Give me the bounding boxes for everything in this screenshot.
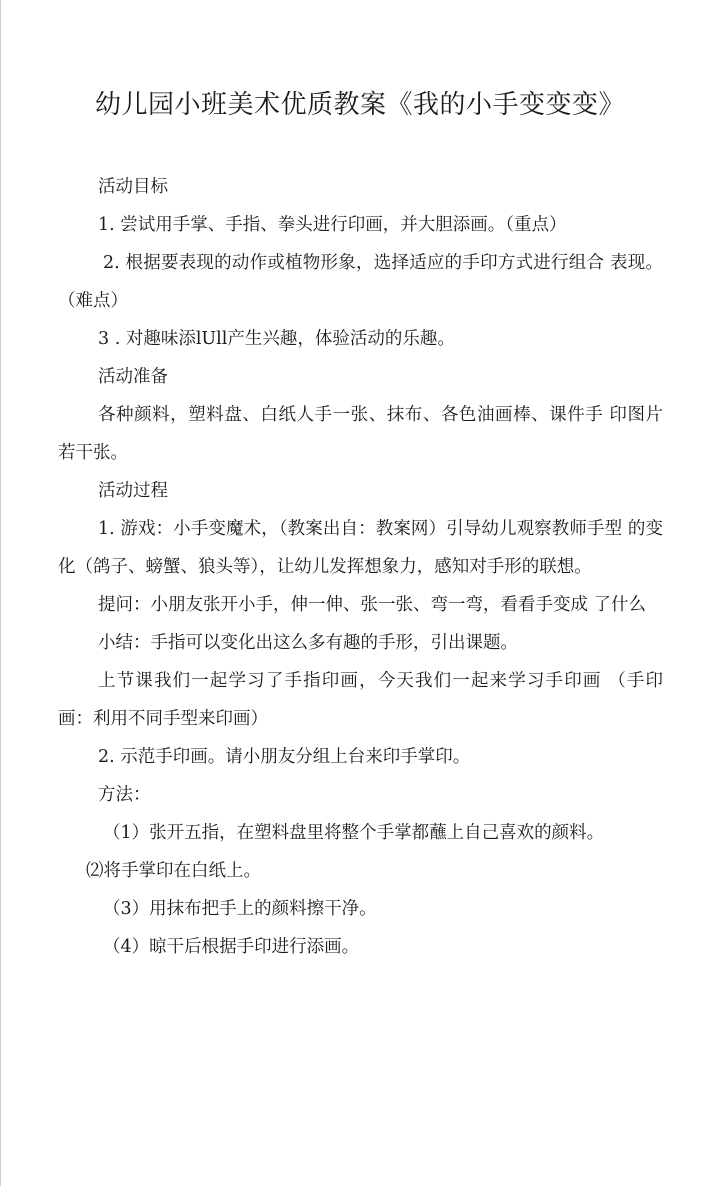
question-text: 提问：小朋友张开小手，伸一伸、张一张、弯一弯，看看手变成 了什么 — [98, 595, 647, 615]
prep-materials: 各种颜料，塑料盘、白纸人手一张、抹布、各色油画棒、课件手 印图片若干张。 — [58, 405, 663, 463]
heading-activity-prep: 活动准备 — [98, 367, 168, 387]
method-item-3: （3）用抹布把手上的颜料擦干净。 — [103, 899, 377, 919]
process-step-1: 1. 游戏：小手变魔术，（教案出自：教案网）引导幼儿观察教师手型 的变化（鸽子、螃蟹、狼头等），让幼儿发挥想象力，感知对手形的联想。 — [58, 519, 663, 577]
intro-text: 上节课我们一起学习了手指印画，今天我们一起来学习手印画 （手印画：利用不同手型来印画） — [58, 671, 663, 729]
method-item-2: ⑵将手掌印在白纸上。 — [86, 861, 261, 881]
document-title: 幼儿园小班美术优质教案《我的小手变变变》 — [94, 90, 625, 120]
heading-activity-goals: 活动目标 — [98, 177, 168, 197]
summary-text: 小结：手指可以变化出这么多有趣的手形，引出课题。 — [98, 633, 518, 653]
method-item-1: （1）张开五指，在塑料盘里将整个手掌都蘸上自己喜欢的颜料。 — [103, 823, 605, 843]
document-body — [58, 168, 663, 966]
process-step-2: 2. 示范手印画。请小朋友分组上台来印手掌印。 — [98, 747, 471, 767]
heading-method: 方法： — [98, 785, 151, 805]
page-edge — [0, 0, 1, 1186]
method-item-4: （4）晾干后根据手印进行添画。 — [103, 937, 360, 957]
goal-item-3: 3 . 对趣味添lUll产生兴趣，体验活动的乐趣。 — [98, 329, 455, 349]
goal-item-1: 1. 尝试用手掌、手指、拳头进行印画，并大胆添画。（重点） — [98, 215, 567, 235]
goal-item-2: 2. 根据要表现的动作或植物形象，选择适应的手印方式进行组合 表现。（难点） — [58, 253, 663, 311]
heading-activity-process: 活动过程 — [98, 481, 168, 501]
